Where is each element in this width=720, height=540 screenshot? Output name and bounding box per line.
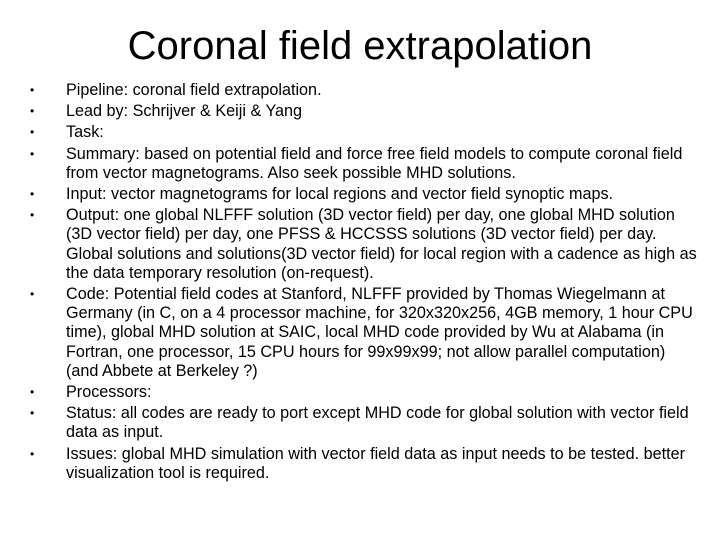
- bullet-item-task: [30, 123, 698, 142]
- bullet-item-pipeline: [30, 81, 698, 100]
- bullet-text: Status: all codes are ready to port except MHD code for global solution with vector field data as input.: [66, 404, 689, 442]
- bullet-item-issues: [30, 445, 698, 483]
- bullet-text: Summary: based on potential field and force free field models to compute coronal field from vector magnetograms. Also seek possible MHD solutions.: [66, 144, 683, 182]
- bullet-dot-icon: •: [30, 208, 35, 223]
- bullet-item-summary: [30, 145, 698, 183]
- bullet-text: Lead by: Schrijver & Keiji & Yang: [66, 102, 303, 121]
- bullet-dot-icon: •: [30, 406, 35, 421]
- slide-title: Coronal field extrapolation: [127, 24, 593, 68]
- bullet-text: Task:: [66, 123, 104, 142]
- bullet-text: Code: Potential field codes at Stanford, NLFFF provided by Thomas Wiegelmann at Germany (in C, on a 4 processor machine, for 320x320x256, 4GB memory, 1 hour CPU time), global MHD solution at SAIC, local MHD code provided by Wu at Alabama (in Fortran, one processor, 15 CPU hours for 99x99x99; not allow parallel computation) (and Abbete at Berkeley ?): [66, 285, 693, 380]
- bullet-dot-icon: •: [30, 385, 35, 400]
- bullet-text: Processors:: [66, 383, 152, 402]
- bullet-list: [30, 81, 698, 485]
- bullet-item-processors: [30, 383, 698, 402]
- bullet-text: Issues: global MHD simulation with vector field data as input needs to be tested. better visualization tool is required.: [66, 444, 686, 482]
- bullet-item-status: [30, 404, 698, 442]
- bullet-text: Output: one global NLFFF solution (3D vector field) per day, one global MHD solution (3D vector field) per day, one PFSS & HCCSSS solutions (3D vector field) per day. Global solutions and solutions(3D vector field) for local region with a cadence as high as the data temporary resolution (on-request).: [66, 206, 697, 282]
- bullet-dot-icon: •: [30, 104, 35, 119]
- bullet-dot-icon: •: [30, 187, 35, 202]
- bullet-dot-icon: •: [30, 287, 35, 302]
- bullet-item-lead: [30, 102, 698, 121]
- bullet-item-code: [30, 285, 698, 381]
- bullet-item-input: [30, 185, 698, 204]
- bullet-dot-icon: •: [30, 125, 35, 140]
- bullet-dot-icon: •: [30, 146, 35, 161]
- bullet-text: Input: vector magnetograms for local regions and vector field synoptic maps.: [66, 185, 614, 204]
- bullet-dot-icon: •: [30, 446, 35, 461]
- bullet-dot-icon: •: [30, 83, 35, 97]
- bullet-text: Pipeline: coronal field extrapolation.: [66, 81, 322, 99]
- bullet-item-output: [30, 206, 698, 283]
